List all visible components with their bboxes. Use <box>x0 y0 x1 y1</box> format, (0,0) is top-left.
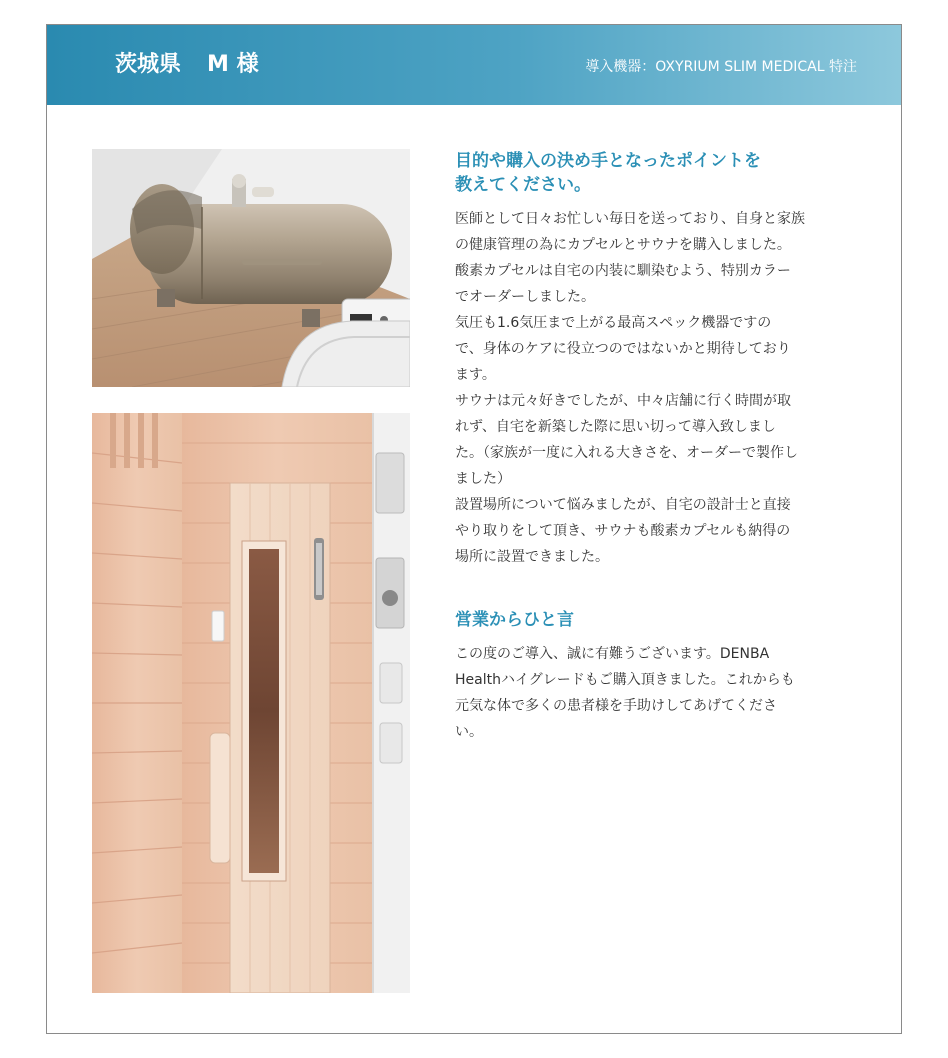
purpose-line: でオーダーしました。 <box>455 289 595 305</box>
sales-comment-body <box>455 641 867 745</box>
sales-comment-line: Healthハイグレードもご購入頂きました。これからも <box>455 672 795 688</box>
oxygen-capsule-photo <box>92 149 410 387</box>
purpose-heading-line: 目的や購入の決め手となったポイントを <box>455 151 761 171</box>
purpose-line: 設置場所について悩みましたが、自宅の設計士と直接 <box>455 497 791 513</box>
purpose-line: れず、自宅を新築した際に思い切って導入致しまし <box>455 419 776 435</box>
testimonial-card <box>46 24 902 1034</box>
purpose-line: の健康管理の為にカプセルとサウナを購入しました。 <box>455 237 791 253</box>
sales-comment-line: い。 <box>455 724 483 740</box>
customer-location: 茨城県 <box>115 52 182 77</box>
customer-title <box>115 51 259 79</box>
purpose-line: 酸素カプセルは自宅の内装に馴染むよう、特別カラー <box>455 263 791 279</box>
purpose-line: で、身体のケアに役立つのではないかと期待しており <box>455 341 791 357</box>
customer-name: M 様 <box>207 52 259 77</box>
purpose-line: サウナは元々好きでしたが、中々店舗に行く時間が取 <box>455 393 791 409</box>
purpose-line: ました） <box>455 471 511 487</box>
equipment-label: 導入機器：OXYRIUM SLIM MEDICAL 特注 <box>585 59 857 75</box>
sales-comment-line: この度のご導入、誠に有難うございます。DENBA <box>455 646 770 662</box>
sales-comment-heading: 営業からひと言 <box>455 610 574 630</box>
purpose-line: 医師として日々お忙しい毎日を送っており、自身と家族 <box>455 211 805 227</box>
purpose-line: やり取りをして頂き、サウナも酸素カプセルも納得の <box>455 523 791 539</box>
purpose-heading-line: 教えてください。 <box>455 175 591 195</box>
testimonial-content <box>455 149 867 745</box>
sales-comment-line: 元気な体で多くの患者様を手助けしてあげてくださ <box>455 698 777 714</box>
purpose-heading <box>455 149 867 197</box>
purpose-line: た。（家族が一度に入れる大きさを、オーダーで製作し <box>455 445 798 461</box>
purpose-line: 気圧も1.6気圧まで上がる最高スペック機器ですの <box>455 315 772 331</box>
purpose-line: ます。 <box>455 367 496 383</box>
sauna-door-photo <box>92 413 410 993</box>
purpose-line: 場所に設置できました。 <box>455 549 609 565</box>
purpose-body <box>455 206 867 570</box>
card-header <box>47 25 901 105</box>
